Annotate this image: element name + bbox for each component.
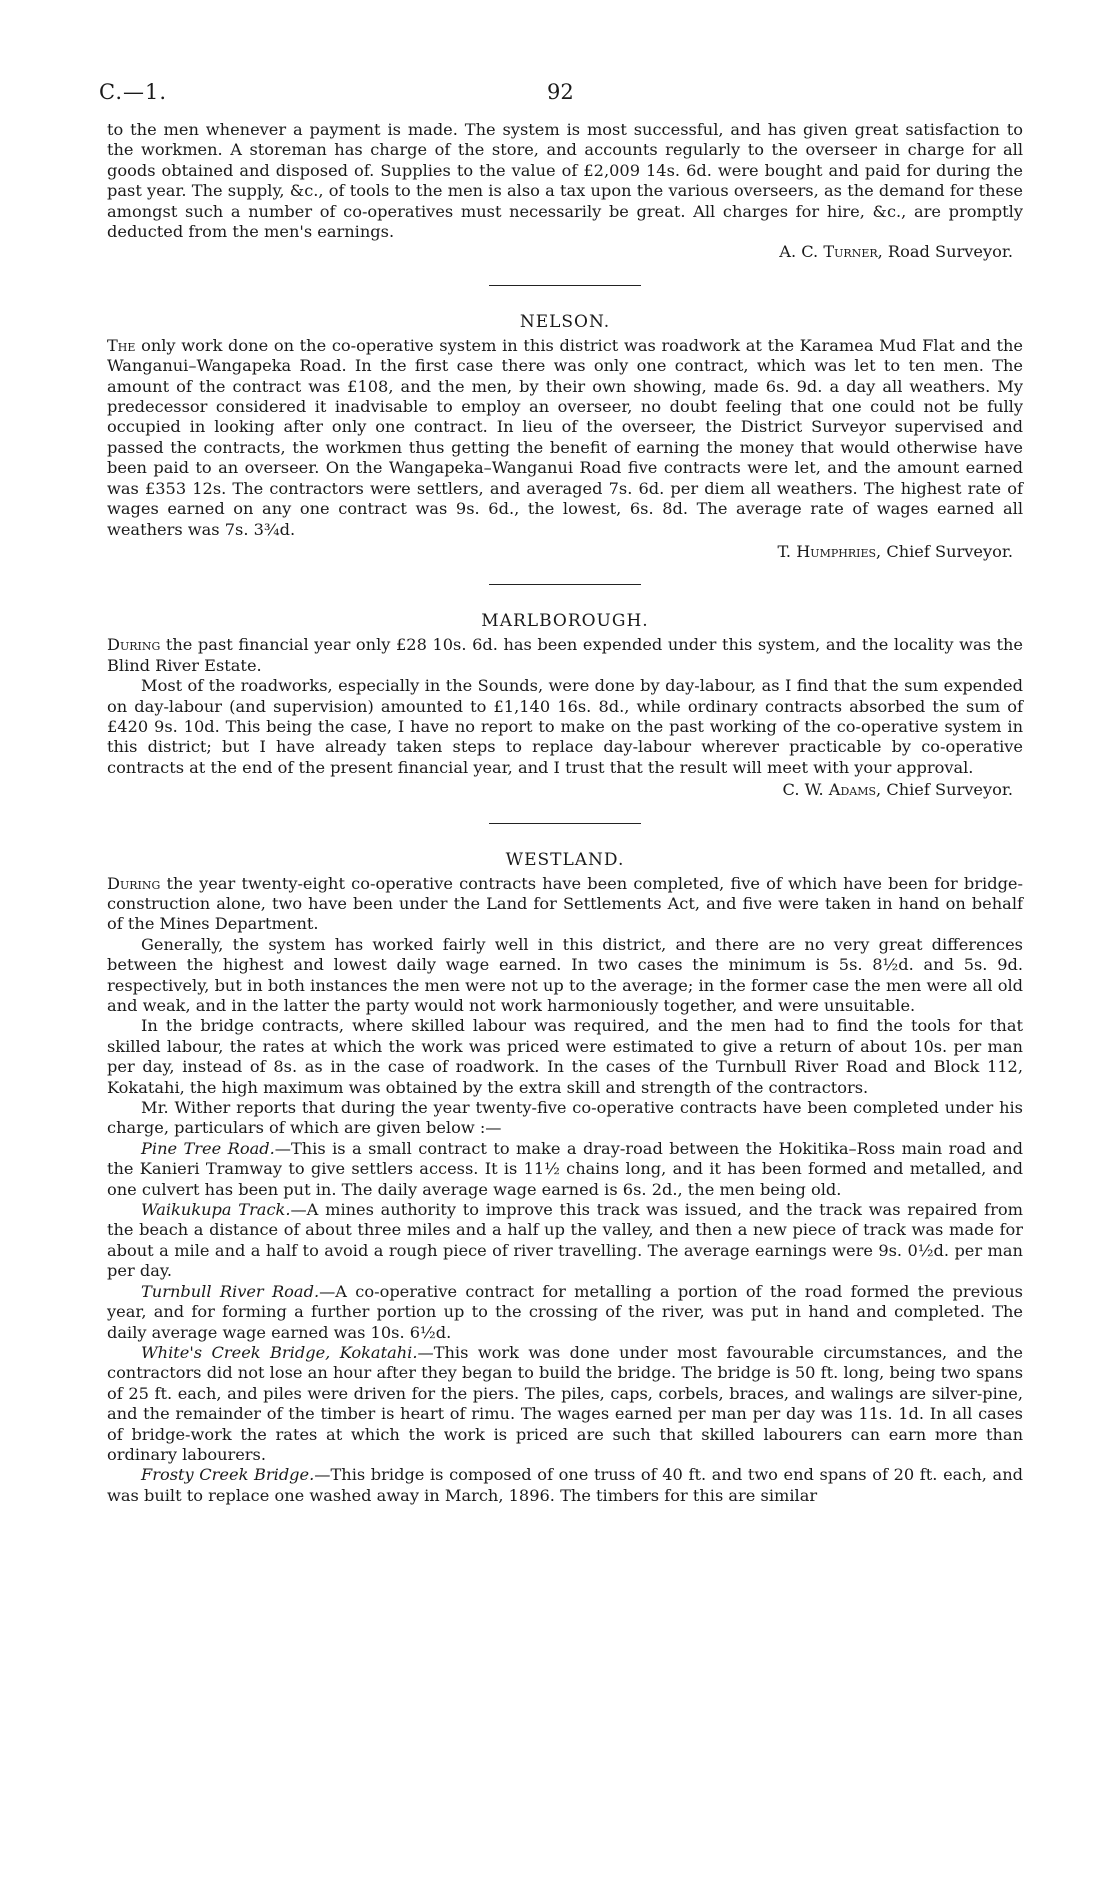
westland-item (107, 1465, 1023, 1506)
nelson-paragraph (107, 336, 1023, 540)
section-divider (489, 285, 641, 286)
item-text: —A mines authority to improve this track was issued, and the track was repaired from the beach a distance of about three miles and a half up the valley, and then a new piece of track was made for about a mile and a half to avoid a rough piece of river travelling. The average earnings were 9s. 0½d. per man per day. (107, 1200, 1023, 1281)
nelson-signature (107, 542, 1023, 562)
westland-paragraph-2: Generally, the system has worked fairly well in this district, and there are no very great differences between the highest and lowest daily wage earned. In two cases the minimum is 5s. 8½d. and 5s. 9d. respectively, but in both instances the men were not up to the average; in the former case the men were all old and weak, and in the latter the party would not work harmoniously together, and were unsuitable. (107, 934, 1023, 1015)
lead-word: During (107, 873, 161, 893)
signature-initials: T. (777, 541, 792, 561)
marlborough-section (107, 611, 1023, 800)
page-header (99, 80, 1023, 120)
section-title-westland: WESTLAND. (505, 849, 625, 870)
item-heading: Frosty Creek Bridge. (141, 1465, 315, 1485)
paragraph-text: the year twenty-eight co-operative contracts have been completed, five of which have been for bridge-construction alone, two have been under the Land for Settlements Act, and five were taken in hand on behalf of the Mines Department. (107, 873, 1023, 934)
signature-initials: A. C. (779, 242, 819, 262)
signature-title: , Road Surveyor. (877, 242, 1013, 262)
item-heading: White's Creek Bridge, Kokatahi. (141, 1342, 418, 1362)
section-title-nelson: NELSON. (519, 311, 611, 332)
document-page (99, 80, 1024, 1506)
lead-word: During (107, 635, 161, 655)
signature-title: , Chief Surveyor. (876, 780, 1013, 800)
page-number: 92 (547, 80, 574, 104)
item-heading: Waikukupa Track. (141, 1200, 291, 1220)
intro-paragraph: to the men whenever a payment is made. The system is most successful, and has given great satisfaction to the workmen. A storeman has charge of the store, and accounts regularly to the overseer in charge for all goods obtained and disposed of. Supplies to the value of £2,009 14s. 6d. were bought and paid for during the past year. The supply, &c., of tools to the men is also a tax upon the various overseers, as the demand for these amongst such a number of co-operatives must necessarily be great. All charges for hire, &c., are promptly deducted from the men's earnings. (107, 120, 1023, 242)
section-title-marlborough: MARLBOROUGH. (481, 611, 649, 632)
westland-paragraph-3: In the bridge contracts, where skilled labour was required, and the men had to find the tools for that skilled labour, the rates at which the work was priced were estimated to give a return of about 10s. per man per day, instead of 8s. as in the case of roadwork. In the cases of the Turnbull River Road and Block 112, Kokatahi, the high maximum was obtained by the extra skill and strength of the contractors. (107, 1016, 1023, 1097)
item-heading: Turnbull River Road. (141, 1281, 320, 1301)
signature-name: Humphries (796, 541, 877, 561)
intro-signature (107, 242, 1023, 262)
signature-initials: C. W. (782, 780, 824, 800)
marlborough-paragraph-1 (107, 635, 1023, 676)
signature-title: , Chief Surveyor. (876, 541, 1013, 561)
item-text: —This bridge is composed of one truss of 40 ft. and two end spans of 20 ft. each, and was built to replace one washed away in March, 1896. The timbers for this are similar (107, 1465, 1023, 1505)
westland-section (107, 850, 1023, 1507)
marlborough-paragraph-2: Most of the roadworks, especially in the Sounds, were done by day-labour, as I find that the sum expended on day-labour (and supervision) amounted to £1,140 16s. 8d., while ordinary contracts absorbed the sum of £420 9s. 10d. This being the case, I have no report to make on the past working of the co-operative system in this district; but I have already taken steps to replace day-labour wherever practicable by co-operative contracts at the end of the present financial year, and I trust that the result will meet with your approval. (107, 676, 1023, 777)
westland-paragraph-1 (107, 874, 1023, 935)
signature-name: Adams (828, 780, 877, 800)
westland-item (107, 1282, 1023, 1343)
paragraph-text: the past financial year only £28 10s. 6d. has been expended under this system, and the locality was the Blind River Estate. (107, 635, 1023, 675)
item-text: —This is a small contract to make a dray-road between the Hokitika–Ross main road and the Kanieri Tramway to give settlers access. It is 11½ chains long, and it has been formed and metalled, and one culvert has been put in. The daily average wage earned is 6s. 2d., the men being old. (107, 1138, 1024, 1199)
westland-item (107, 1139, 1023, 1200)
intro-section (107, 120, 1023, 263)
item-heading: Pine Tree Road. (141, 1138, 275, 1158)
section-divider (489, 823, 641, 824)
westland-item (107, 1200, 1023, 1282)
nelson-section (107, 312, 1023, 562)
paragraph-text: only work done on the co-operative system in this district was roadwork at the Karamea Mud Flat and the Wanganui–Wangapeka Road. In the first case there was only one contract, which was let to ten men. The amount of the contract was £108, and the men, by their own showing, made 6s. 9d. a day all weathers. My predecessor considered it inadvisable to employ an overseer, no doubt feeling that one could not be fully occupied in looking after only one contract. In lieu of the overseer, the District Surveyor supervised and passed the contracts, the workmen thus getting the benefit of earning the money that would otherwise have been paid to an overseer. On the Wangapeka–Wanganui Road five contracts were let, and the amount earned was £353 12s. The contractors were settlers, and averaged 7s. 6d. per diem all weathers. The highest rate of wages earned on any one contract was 9s. 6d., the lowest, 6s. 8d. The average rate of wages earned all weathers was 7s. 3¾d. (107, 335, 1023, 539)
item-text: —A co-operative contract for metalling a portion of the road formed the previous year, and for forming a further portion up to the crossing of the river, was put in hand and completed. The daily average wage earned was 10s. 6½d. (107, 1281, 1023, 1342)
document-code: C.—1. (99, 80, 168, 104)
signature-name: Turner (823, 242, 878, 262)
westland-paragraph-4: Mr. Wither reports that during the year twenty-five co-operative contracts have been completed under his charge, particulars of which are given below :— (107, 1098, 1023, 1138)
marlborough-signature (107, 780, 1023, 800)
section-divider (489, 584, 641, 585)
westland-item (107, 1343, 1023, 1465)
item-text: —This work was done under most favourable circumstances, and the contractors did not lose an hour after they began to build the bridge. The bridge is 50 ft. long, being two spans of 25 ft. each, and piles were driven for the piers. The piles, caps, corbels, braces, and walings are silver-pine, and the remainder of the timber is heart of rimu. The wages earned per man per day was 11s. 1d. In all cases of bridge-work the rates at which the work is priced are such that skilled labourers can earn more than ordinary labourers. (107, 1342, 1023, 1464)
lead-word: The (107, 335, 136, 355)
